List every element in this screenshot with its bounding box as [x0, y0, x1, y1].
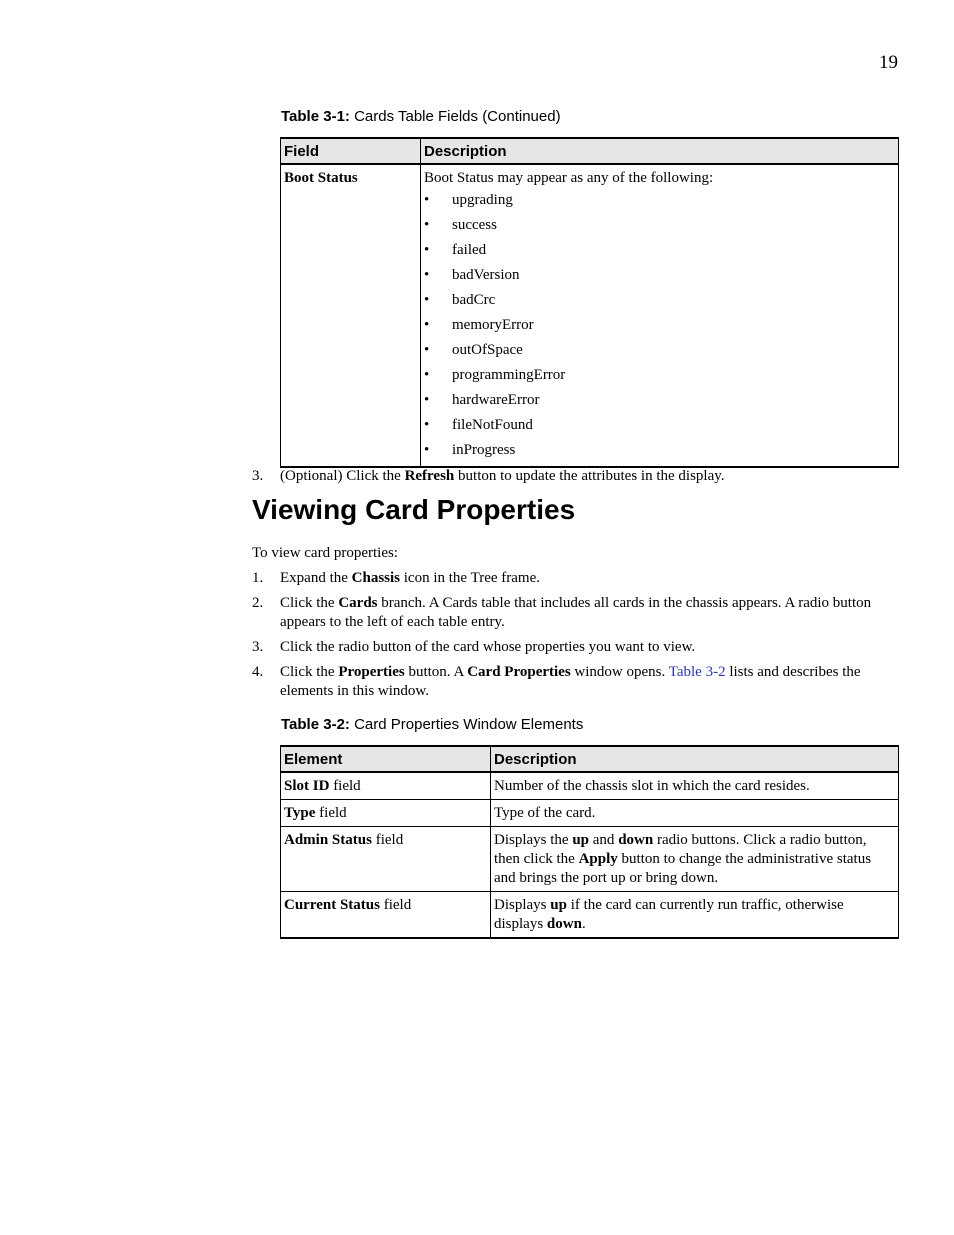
table-row — [281, 892, 899, 939]
step-text: Click the radio button of the card whose properties you want to view. — [280, 639, 696, 655]
step-refresh — [252, 467, 900, 486]
list-item: • outOfSpace — [424, 338, 894, 363]
table-row — [281, 772, 899, 800]
table-row — [281, 164, 899, 467]
step-number: 3. — [252, 468, 264, 484]
table-caption-text: Cards Table Fields (Continued) — [349, 108, 561, 125]
boot-status-list — [424, 188, 894, 463]
list-item: • hardwareError — [424, 388, 894, 413]
step-number: 1. — [252, 570, 264, 586]
description-cell: Displays the up and down radio buttons. Click a radio button, then click the Apply button to change the administrative status and brings the port up or bring down. — [491, 827, 899, 892]
step-text: Click the Properties button. A Card Properties window opens. Table 3-2 lists and describes the elements in this window. — [280, 664, 861, 699]
step-item — [252, 638, 900, 657]
list-item: • inProgress — [424, 438, 894, 463]
description-cell: Number of the chassis slot in which the card resides. — [491, 772, 899, 800]
list-item: • failed — [424, 238, 894, 263]
table-row — [281, 800, 899, 827]
table-3-2-link[interactable]: Table 3-2 — [668, 664, 726, 680]
table-caption — [281, 716, 583, 733]
step-number: 2. — [252, 595, 264, 611]
table-caption-text: Card Properties Window Elements — [349, 716, 584, 733]
page-number: 19 — [879, 52, 898, 73]
field-name: Boot Status — [284, 170, 358, 186]
table-row — [281, 827, 899, 892]
table-caption-label: Table 3-2: — [281, 716, 350, 733]
step-text: Click the Cards branch. A Cards table that includes all cards in the chassis appears. A radio button appears to the left of each table entry. — [280, 595, 872, 630]
element-cell: Type field — [281, 800, 491, 827]
list-item: • memoryError — [424, 313, 894, 338]
table-caption-label: Table 3-1: — [281, 108, 350, 125]
list-item: • fileNotFound — [424, 413, 894, 438]
column-header-description: Description — [491, 746, 899, 772]
description-intro: Boot Status may appear as any of the following: — [424, 170, 714, 186]
list-item: • upgrading — [424, 188, 894, 213]
element-cell: Current Status field — [281, 892, 491, 939]
card-properties-elements-table — [280, 745, 899, 939]
element-cell: Slot ID field — [281, 772, 491, 800]
step-number: 4. — [252, 664, 264, 680]
column-header-element: Element — [281, 746, 491, 772]
list-item: • badCrc — [424, 288, 894, 313]
column-header-field: Field — [281, 138, 421, 164]
list-item: • programmingError — [424, 363, 894, 388]
field-cell — [281, 164, 421, 467]
list-item: • badVersion — [424, 263, 894, 288]
step-text: (Optional) Click the Refresh button to update the attributes in the display. — [280, 468, 725, 484]
step-number: 3. — [252, 639, 264, 655]
table-caption — [281, 108, 561, 125]
cards-table-fields — [280, 137, 899, 468]
step-item — [252, 663, 900, 701]
section-heading: Viewing Card Properties — [252, 494, 576, 525]
description-cell — [421, 164, 899, 467]
column-header-description: Description — [421, 138, 899, 164]
element-cell: Admin Status field — [281, 827, 491, 892]
description-cell: Displays up if the card can currently run traffic, otherwise displays down. — [491, 892, 899, 939]
section-intro: To view card properties: — [252, 545, 398, 561]
step-item — [252, 594, 900, 632]
list-item: • success — [424, 213, 894, 238]
step-item — [252, 569, 900, 588]
step-text: Expand the Chassis icon in the Tree frame. — [280, 570, 540, 586]
description-cell: Type of the card. — [491, 800, 899, 827]
